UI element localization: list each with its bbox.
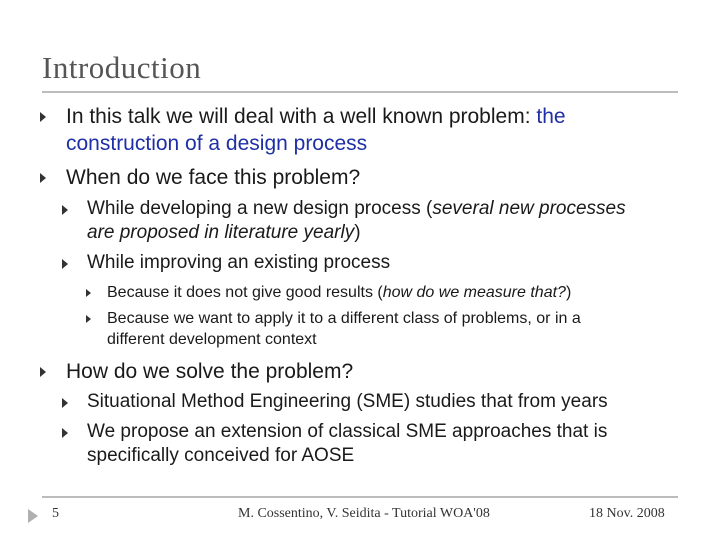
bullet-arrow-icon xyxy=(62,259,68,269)
bullet-text: ) xyxy=(354,222,361,243)
bullet-level2-sme xyxy=(62,390,68,408)
bullet-text: We propose an extension of classical SME approaches that is xyxy=(87,421,608,442)
highlight-text: construction of a design process xyxy=(66,132,368,155)
bullet-level3-results xyxy=(86,283,91,297)
bullet-arrow-icon xyxy=(86,289,91,297)
bullet-text: specifically conceived for AOSE xyxy=(87,445,355,466)
footer-date: 18 Nov. 2008 xyxy=(589,506,665,521)
bullet-arrow-icon xyxy=(40,112,46,122)
bullet-text-topic xyxy=(66,103,686,157)
highlight-text: the xyxy=(536,105,566,128)
bullet-text: different development context xyxy=(107,331,317,348)
bullet-text: Because we want to apply it to a different class of problems, or in a xyxy=(107,310,581,327)
bullet-text-improving: While improving an existing process xyxy=(87,252,391,273)
bullet-level2-improving xyxy=(62,251,68,269)
page-number: 5 xyxy=(52,506,59,521)
italic-text: several new processes xyxy=(432,198,626,219)
title-divider xyxy=(42,91,678,93)
bullet-arrow-icon xyxy=(62,428,68,438)
footer-authors: M. Cossentino, V. Seidita - Tutorial WOA'08 xyxy=(238,506,490,521)
bullet-text-results xyxy=(107,282,571,303)
bullet-text-apply xyxy=(107,308,687,350)
slide-title: Introduction xyxy=(42,50,202,85)
bullet-arrow-icon xyxy=(40,367,46,377)
italic-text: are proposed in literature yearly xyxy=(87,222,355,243)
italic-text: how do we measure that? xyxy=(382,284,566,301)
bullet-level3-apply xyxy=(86,309,91,323)
bullet-arrow-icon xyxy=(62,205,68,215)
bullet-level1-solve xyxy=(40,358,46,377)
bullet-arrow-icon xyxy=(62,398,68,408)
bullet-text-developing xyxy=(87,197,687,245)
bullet-text: While developing a new design process ( xyxy=(87,198,433,219)
bullet-level1-topic xyxy=(40,103,46,122)
bullet-text-propose xyxy=(87,420,687,468)
bullet-level1-when xyxy=(40,164,46,183)
bullet-text-sme: Situational Method Engineering (SME) studies that from years xyxy=(87,391,608,412)
page-marker-icon xyxy=(28,509,38,523)
bullet-text-solve: How do we solve the problem? xyxy=(66,360,354,383)
bullet-text-when: When do we face this problem? xyxy=(66,166,361,189)
bullet-level2-developing xyxy=(62,197,68,215)
bullet-text: ) xyxy=(565,284,572,301)
bullet-level2-propose xyxy=(62,420,68,438)
bullet-text: Because it does not give good results ( xyxy=(107,284,383,301)
bullet-text: In this talk we will deal with a well known problem: xyxy=(66,105,537,128)
footer-divider xyxy=(42,496,678,498)
bullet-arrow-icon xyxy=(86,315,91,323)
bullet-arrow-icon xyxy=(40,173,46,183)
